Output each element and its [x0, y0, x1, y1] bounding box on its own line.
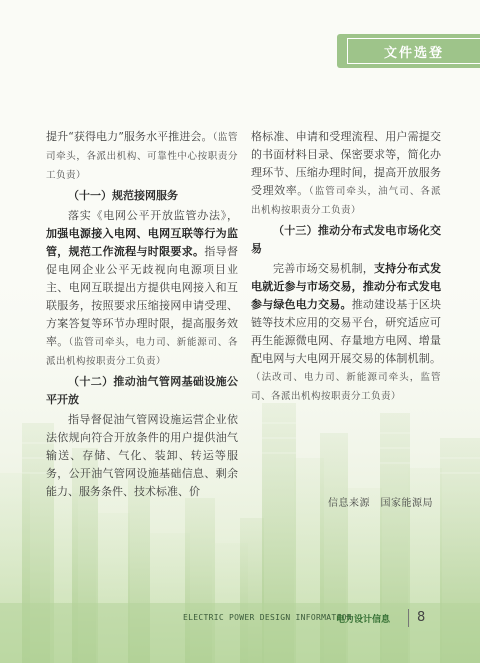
- paragraph: [251, 128, 441, 220]
- footer-divider: [408, 609, 409, 627]
- body-text: 指导督促电网企业公平无歧视向电源项目业主、电网互联提出方提供电网接入和互联服务，按照要求压缩接网申请受理、方案答复等环节办理时限，提高服务效率。: [46, 245, 238, 348]
- section-tab: [337, 34, 480, 68]
- responsibility-note: （监管司牵头，各派出机构、可靠性中心按职责分工负责）: [46, 132, 238, 181]
- section-heading-11: （十一）规范接网服务: [68, 189, 178, 202]
- responsibility-note: （法改司、电力司、新能源司牵头，监管司、各派出机构按职责分工负责）: [251, 372, 441, 402]
- paragraph: [46, 128, 238, 185]
- paragraph: 指导督促油气管网设施运营企业依法依规向符合开放条件的用户提供油气输送、存储、气化、装卸、转运等服务，公开油气管网设施基础信息、剩余能力、服务条件、技术标准、价: [46, 413, 238, 498]
- responsibility-note: （监管司牵头，电力司、新能源司、各派出机构按职责分工负责）: [46, 337, 238, 367]
- right-column: [251, 128, 441, 406]
- footer-chinese-title: 电力设计信息: [336, 615, 391, 625]
- body-text: 格标准、申请和受理流程、用户需提交的书面材料目录、保密要求等，简化办理环节、压缩办理时间，提高开放服务受理效率。: [251, 130, 441, 197]
- info-source: 信息来源 国家能源局: [328, 498, 433, 509]
- left-column: [46, 128, 238, 501]
- page-footer: [0, 607, 480, 631]
- page-number: 8: [417, 610, 426, 625]
- body-text: 提升“获得电力”服务水平推进会。: [46, 130, 213, 143]
- section-tab-label: 文件选登: [347, 38, 480, 64]
- bold-text: 支持分布式发电就近参与市场交易，推动分布式发电参与绿色电力交易。: [251, 262, 442, 311]
- section-heading-12: （十二）推动油气管网基础设施公平开放: [46, 375, 238, 406]
- body-text: 推动建设基于区块链等技术应用的交易平台，研究适应可再生能源微电网、存量地方电网、增量配电网与大电网开展交易的体制机制。: [251, 298, 441, 365]
- body-text: 落实《电网公平开放监管办法》，: [68, 209, 238, 222]
- footer-english-title: ELECTRIC POWER DESIGN INFORMATION: [183, 613, 352, 622]
- section-heading-13: （十三）推动分布式发电市场化交易: [251, 224, 441, 255]
- bold-text: 加强电源接入电网、电网互联等行为监管，规范工作流程与时限要求。: [46, 227, 238, 258]
- responsibility-note: （监管司牵头，油气司、各派出机构按职责分工负责）: [251, 186, 441, 216]
- body-text: 完善市场交易机制，: [273, 262, 374, 275]
- paragraph: [251, 260, 441, 406]
- paragraph: [46, 207, 238, 371]
